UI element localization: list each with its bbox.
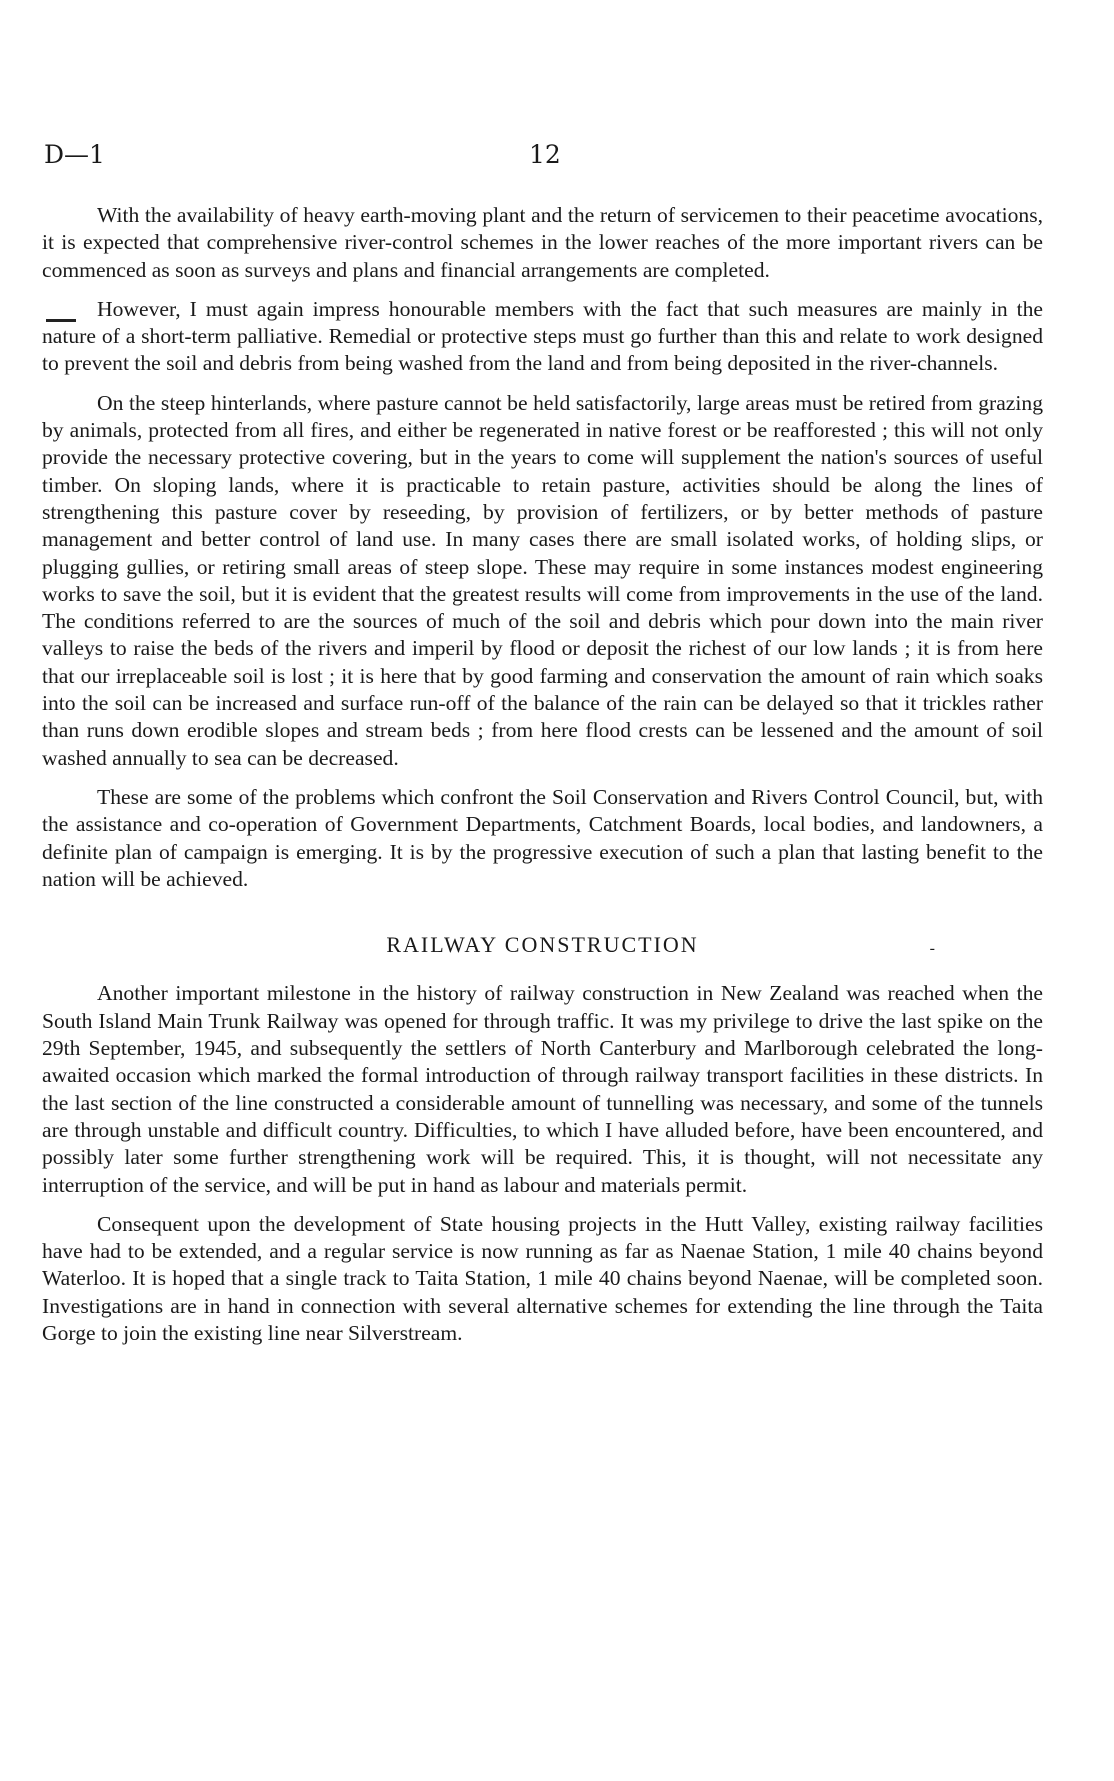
document-id: D—1 xyxy=(44,140,105,169)
page-header xyxy=(44,140,1044,174)
paragraph: With the availability of heavy earth-moving plant and the return of servicemen to their peacetime avocations, it is expected that comprehensive river-control schemes in the lower reaches of the more important rivers can be commenced as soon as surveys and plans and financial arrangements are completed. xyxy=(42,203,1043,282)
paragraph: However, I must again impress honourable members with the fact that such measures are mainly in the nature of a short-term palliative. Remedial or protective steps must go further than this and relate to work designed to prevent the soil and debris from being washed from the land and from being deposited in the river-channels. xyxy=(42,296,1043,376)
paragraph: On the steep hinterlands, where pasture cannot be held satisfactorily, large areas must be retired from grazing by animals, protected from all fires, and either be regenerated in native forest or be reafforested ; this will not only provide the necessary protective covering, but in the years to come will supplement the nation's sources of useful timber. On sloping lands, where it is practicable to retain pasture, activities should be along the lines of strengthening this pasture cover by reseeding, by provision of fertilizers, or by better methods of pasture management and better control of land use. In many cases there are small isolated works, of holding slips, or plugging gullies, or retiring small areas of steep slope. These may require in some instances modest engineering works to save the soil, but it is evident that the greatest results will come from improvements in the use of the land. The conditions referred to are the sources of much of the soil and debris which pour down into the main river valleys to raise the beds of the rivers and imperil by flood or deposit the richest of our low lands ; it is from here that our irreplaceable soil is lost ; it is here that by good farming and conservation the amount of rain which soaks into the soil can be increased and surface run-off of the balance of the rain can be delayed so that it trickles rather than runs down erodible slopes and stream beds ; from here flood crests can be lessened and the amount of soil washed annually to sea can be decreased. xyxy=(42,390,1043,770)
stray-mark: - xyxy=(929,940,935,958)
paragraph: Consequent upon the development of State housing projects in the Hutt Valley, existing railway facilities have had to be extended, and a regular service is now running as far as Naenae Station, 1 mile 40 chains beyond Waterloo. It is hoped that a single track to Taita Station, 1 mile 40 chains beyond Naenae, will be completed soon. Investigations are in hand in connection with several alternative schemes for extending the line through the Taita Gorge to join the existing line near Silverstream. xyxy=(42,1211,1043,1345)
page-number: 12 xyxy=(529,140,561,169)
body-text xyxy=(42,202,1043,1359)
paragraph: Another important milestone in the history of railway construction in New Zealand was reached when the South Island Main Trunk Railway was opened for through traffic. It was my privilege to drive the last spike on the 29th September, 1945, and subsequently the settlers of North Canterbury and Marlborough celebrated the long-awaited occasion which marked the formal introduction of through railway transport facilities in these districts. In the last section of the line constructed a considerable amount of tunnelling was necessary, and some of the tunnels are through unstable and difficult country. Difficulties, to which I have alluded before, have been encountered, and possibly later some further strengthening work will be required. This, it is thought, will not necessitate any interruption of the service, and will be put in hand as labour and materials permit. xyxy=(42,981,1043,1197)
section-heading-wrap xyxy=(42,931,1043,958)
section-heading: RAILWAY CONSTRUCTION xyxy=(386,932,699,958)
paragraph: These are some of the problems which confront the Soil Conservation and Rivers Control Council, but, with the assistance and co-operation of Government Departments, Catchment Boards, local bodies, and landowners, a definite plan of campaign is emerging. It is by the progressive execution of such a plan that lasting benefit to the nation will be achieved. xyxy=(42,784,1043,891)
